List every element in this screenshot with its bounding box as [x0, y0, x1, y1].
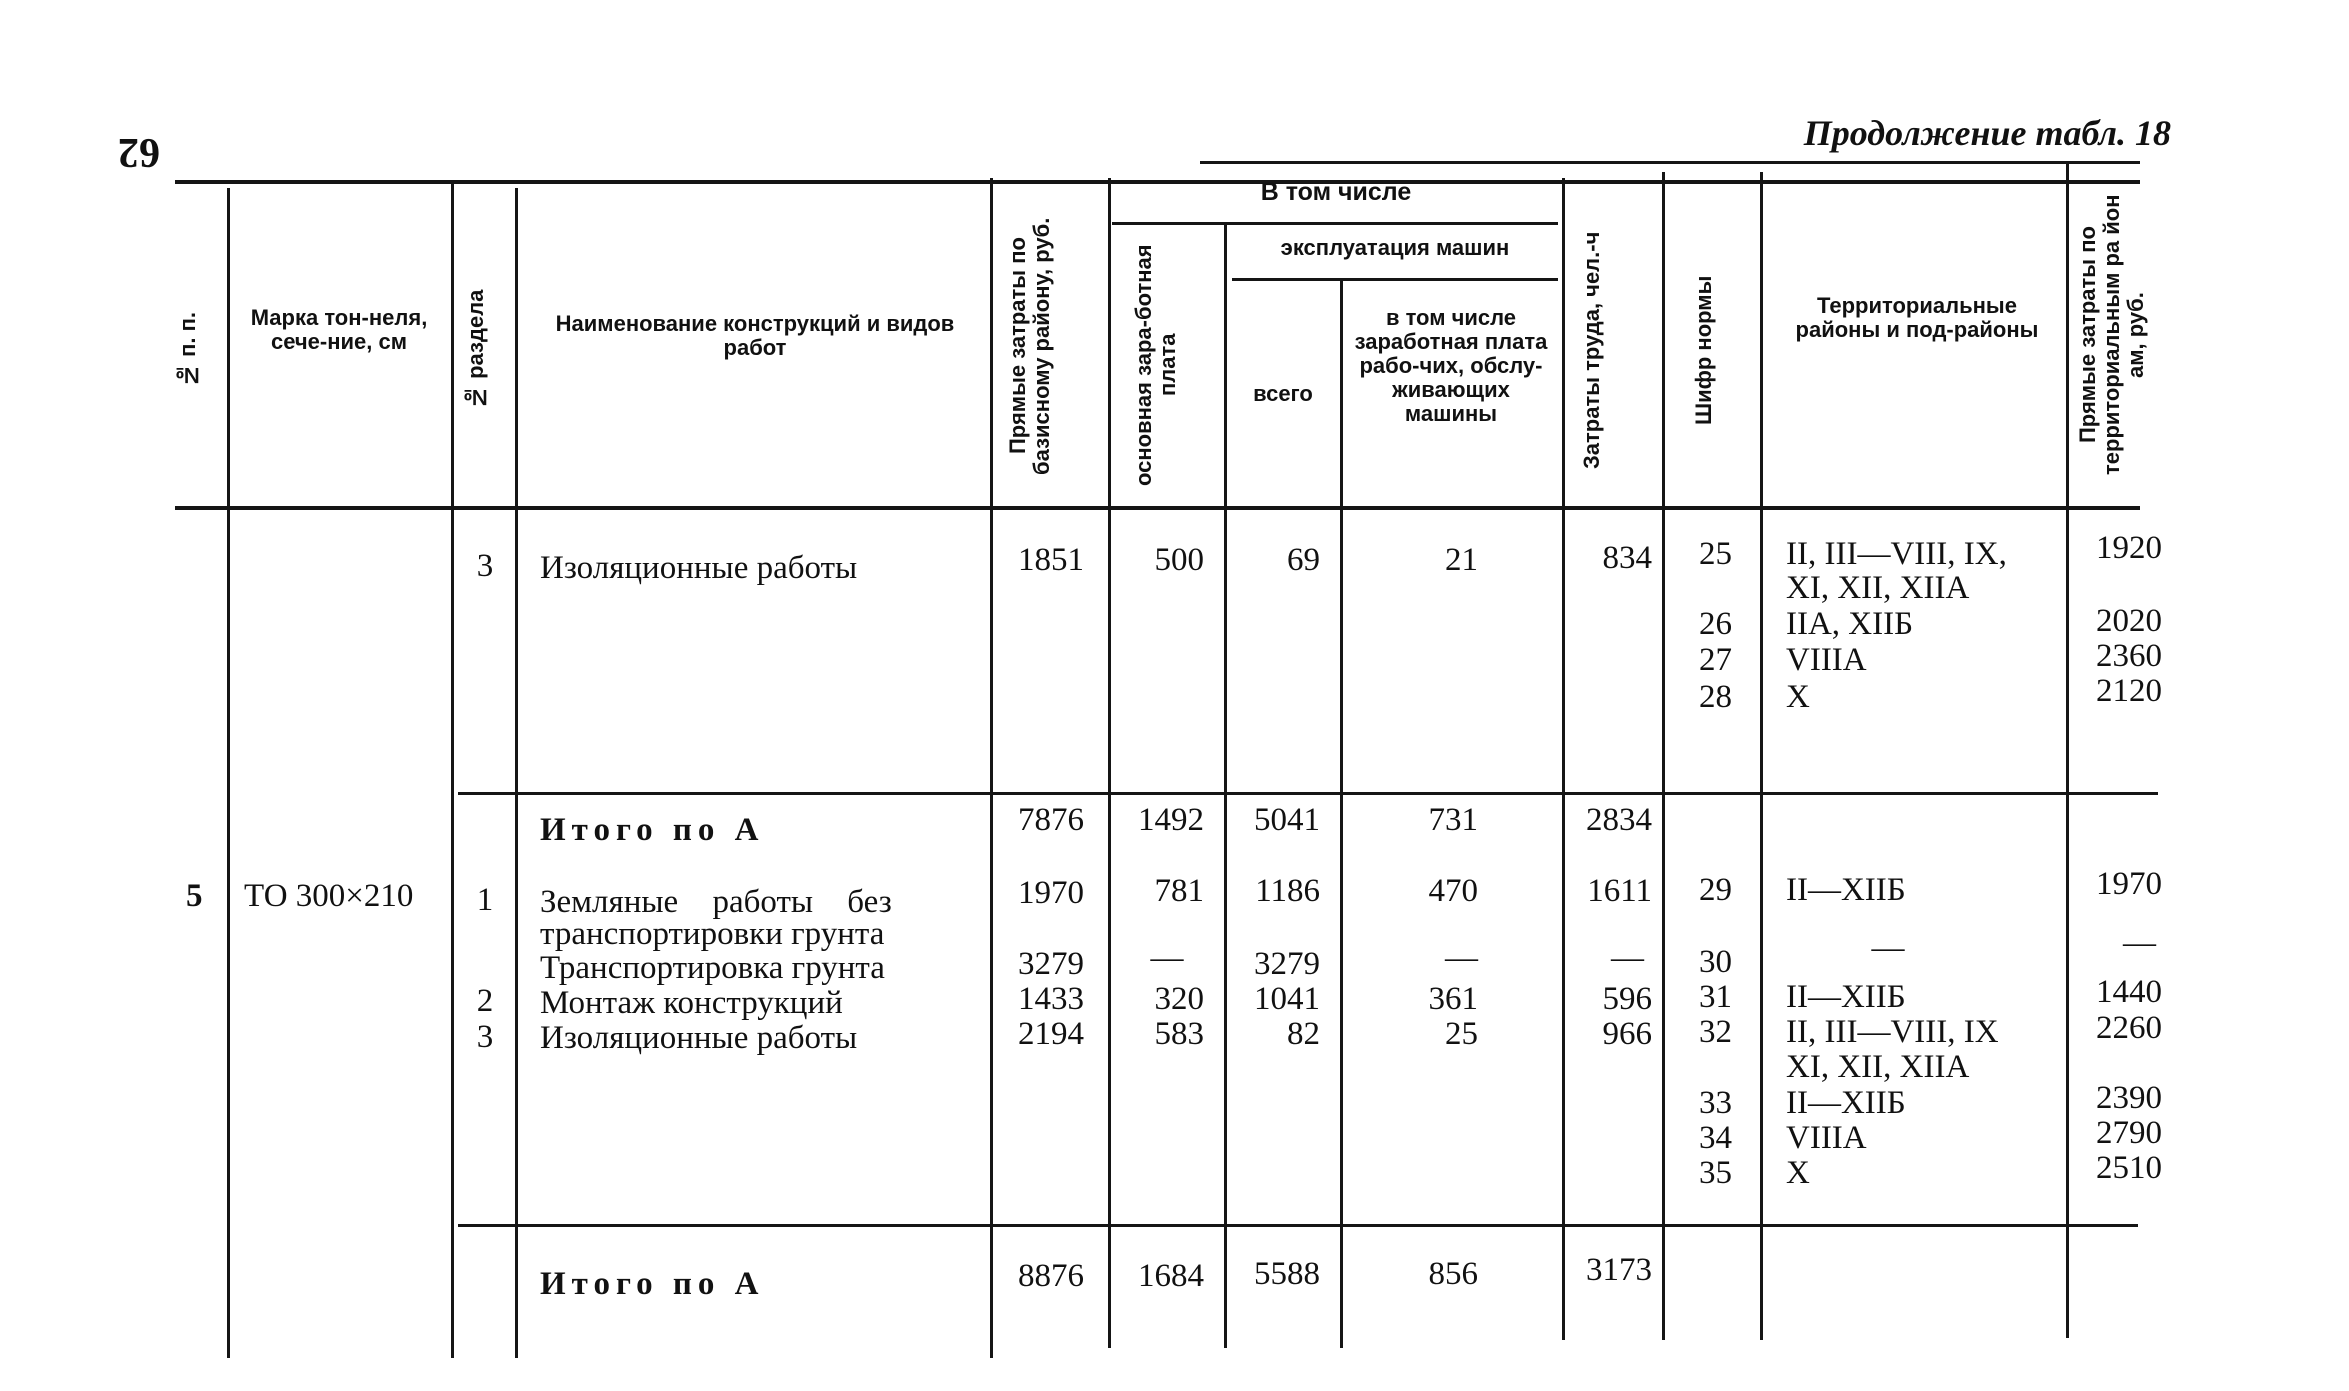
vrule-1	[227, 188, 230, 1358]
machines-total: 1041	[1254, 981, 1320, 1017]
norm-code: 28	[1699, 679, 1732, 715]
work-name: Монтаж конструкций	[540, 985, 843, 1021]
machines-total: 1186	[1255, 873, 1320, 909]
region: II—XIIБ	[1786, 872, 1906, 908]
norm-code: 34	[1699, 1120, 1732, 1156]
rule-block2-bottom	[458, 1224, 2138, 1227]
regional-cost: 2020	[2096, 603, 2162, 639]
direct-cost: 1970	[1018, 875, 1084, 911]
header-base-wage: основная зара-ботная плата	[1131, 244, 1180, 486]
rule-machines	[1232, 278, 1558, 281]
region: II, III—VIII, IX	[1786, 1014, 1999, 1050]
machine-wage: 361	[1428, 981, 1478, 1017]
total-wage: 1684	[1138, 1258, 1204, 1294]
labor-cost: 834	[1602, 540, 1652, 576]
labor-cost: 966	[1602, 1016, 1652, 1052]
regional-cost: 2120	[2096, 673, 2162, 709]
subtotal-labor: 2834	[1586, 802, 1652, 838]
section-number: 3	[476, 548, 494, 584]
vrule-4	[990, 178, 993, 1358]
machines-total: 69	[1287, 542, 1320, 578]
total-label: Итого по А	[540, 1266, 765, 1302]
section-number: 3	[476, 1019, 494, 1055]
norm-code: 30	[1699, 944, 1732, 980]
regional-cost: 2390	[2096, 1080, 2162, 1116]
region: II—XIIБ	[1786, 979, 1906, 1015]
region: XI, XII, XIIA	[1786, 1049, 1970, 1085]
regional-cost: 1440	[2096, 974, 2162, 1010]
total-labor: 3173	[1586, 1252, 1652, 1288]
machines-total: 82	[1287, 1016, 1320, 1052]
base-wage: 320	[1154, 981, 1204, 1017]
subtotal-machines: 5041	[1254, 802, 1320, 838]
region: II—XIIБ	[1786, 1085, 1906, 1121]
norm-code: 33	[1699, 1085, 1732, 1121]
vrule-6	[1224, 225, 1227, 1348]
norm-code: 26	[1699, 606, 1732, 642]
header-row-number: № п. п.	[175, 311, 200, 389]
region: —	[1871, 930, 1905, 966]
rule-top-caption	[1200, 161, 2140, 164]
work-name: Изоляционные работы	[540, 1020, 858, 1056]
norm-code: 27	[1699, 642, 1732, 678]
region: VIIIA	[1786, 1120, 1867, 1156]
subtotal-label: Итого по А	[540, 812, 765, 848]
rule-header-bottom	[175, 506, 2140, 510]
regional-cost: 1920	[2096, 530, 2162, 566]
vrule-10	[1760, 172, 1763, 1340]
subtotal-wage: 1492	[1138, 802, 1204, 838]
direct-cost: 1433	[1018, 981, 1084, 1017]
labor-cost: —	[1611, 940, 1644, 976]
norm-code: 32	[1699, 1014, 1732, 1050]
rule-block1-bottom	[458, 792, 2158, 795]
labor-cost: 1611	[1587, 873, 1652, 909]
machines-total: 3279	[1254, 946, 1320, 982]
total-direct: 8876	[1018, 1258, 1084, 1294]
work-name: Транспортировка грунта	[540, 950, 885, 986]
header-work-name: Наименование конструкций и видов работ	[555, 311, 955, 360]
region: IIA, XIIБ	[1786, 606, 1914, 642]
section-number: 2	[476, 983, 494, 1019]
regional-cost: 2260	[2096, 1010, 2162, 1046]
machine-wage: 21	[1445, 542, 1478, 578]
subtotal-direct: 7876	[1018, 802, 1084, 838]
header-norm-code: Шифр нормы	[1691, 275, 1716, 425]
region: VIIIA	[1786, 642, 1867, 678]
direct-cost: 3279	[1018, 946, 1084, 982]
rule-incl	[1112, 222, 1558, 225]
labor-cost: 596	[1602, 981, 1652, 1017]
header-including: В том числе	[1260, 178, 1412, 206]
vrule-8	[1562, 178, 1565, 1340]
total-machine-wage: 856	[1428, 1256, 1478, 1292]
vrule-3	[515, 188, 518, 1358]
vrule-5	[1108, 178, 1111, 1348]
base-wage: 500	[1154, 542, 1204, 578]
base-wage: 781	[1154, 873, 1204, 909]
norm-code: 35	[1699, 1155, 1732, 1191]
header-direct-base: Прямые затраты по базисному району, руб.	[1005, 217, 1054, 475]
section-number: 1	[476, 882, 494, 918]
machine-wage: 25	[1445, 1016, 1478, 1052]
region: II, III—VIII, IX,	[1786, 536, 2007, 572]
header-section-number: № раздела	[463, 289, 488, 411]
work-name: транспортировки грунта	[540, 916, 885, 952]
header-tunnel-brand: Марка тон-неля, сече-ние, см	[250, 305, 428, 354]
header-machine-wage: в том числе заработная плата рабо-чих, обслу-живающих машины	[1354, 305, 1548, 426]
base-wage: 583	[1154, 1016, 1204, 1052]
page-number: 62	[118, 129, 160, 175]
table-continuation-caption: Продолжение табл. 18	[1803, 113, 2171, 153]
regional-cost: —	[2123, 925, 2156, 961]
region: X	[1786, 679, 1810, 715]
total-machines: 5588	[1254, 1256, 1320, 1292]
regional-cost: 1970	[2096, 866, 2162, 902]
work-name: Земляные работы без	[540, 884, 892, 920]
region: X	[1786, 1155, 1810, 1191]
header-machines-total: всего	[1253, 381, 1313, 406]
tunnel-brand: ТО 300×210	[244, 878, 414, 914]
header-machine-operation: эксплуатация машин	[1280, 235, 1510, 260]
base-wage: —	[1150, 940, 1184, 976]
work-name: Изоляционные работы	[540, 550, 858, 586]
norm-code: 31	[1699, 979, 1732, 1015]
norm-code: 29	[1699, 872, 1732, 908]
machine-wage: 470	[1428, 873, 1478, 909]
subtotal-machine-wage: 731	[1428, 802, 1478, 838]
direct-cost: 2194	[1018, 1016, 1084, 1052]
header-regions: Территориальные районы и под-районы	[1795, 293, 2039, 342]
row-number: 5	[186, 878, 203, 914]
regional-cost: 2360	[2096, 638, 2162, 674]
machine-wage: —	[1445, 940, 1478, 976]
region: XI, XII, XIIA	[1786, 570, 1970, 606]
norm-code: 25	[1699, 536, 1732, 572]
direct-cost: 1851	[1018, 542, 1084, 578]
header-direct-regional: Прямые затраты по территориальным ра йон ам, руб.	[2075, 194, 2148, 476]
header-labor: Затраты труда, чел.-ч	[1579, 231, 1604, 469]
regional-cost: 2510	[2096, 1150, 2162, 1186]
regional-cost: 2790	[2096, 1115, 2162, 1151]
vrule-2	[451, 184, 454, 1358]
